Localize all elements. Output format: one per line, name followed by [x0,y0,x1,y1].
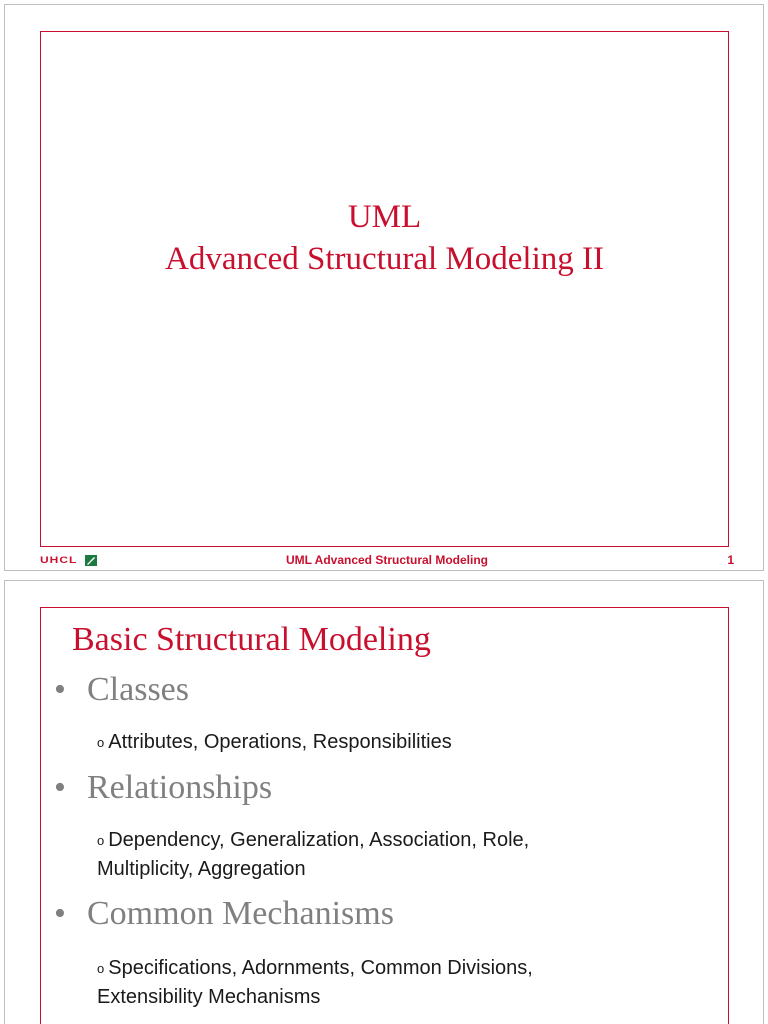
sub-bullet-text-line-2: Multiplicity, Aggregation [97,858,306,880]
page-number: 1 [727,553,734,567]
sub-bullet-marker: o [97,833,105,848]
slide-2-title: Basic Structural Modeling [72,621,431,658]
sub-bullet-relationships [97,826,529,883]
bullet-label: Common Mechanisms [87,895,394,932]
bullet-common-mechanisms [54,893,394,935]
sub-bullet-common-mechanisms [97,954,533,1011]
title-line-2: Advanced Structural Modeling II [165,241,604,277]
sub-bullet-text-line-2: Extensibility Mechanisms [97,986,321,1008]
sub-bullet-text-line-1: Specifications, Adornments, Common Divisions, [108,957,533,979]
sub-bullet-text-line-1: Dependency, Generalization, Association, Role, [108,829,530,851]
slide-1-footer [40,551,734,569]
sub-bullet-marker: o [97,735,105,750]
slide-1-title-border [40,31,729,547]
bullet-label: Relationships [87,769,273,806]
uhcl-logo-text: UHCL [40,554,78,566]
bullet-marker: • [54,769,66,806]
footer-title: UML Advanced Structural Modeling [285,553,489,567]
sub-bullet-classes [97,728,452,757]
bullet-marker: • [54,895,66,932]
title-line-1: UML [347,199,422,235]
bullet-relationships [54,767,272,809]
slide-1-title [40,196,729,280]
sub-bullet-text: Attributes, Operations, Responsibilities [108,731,452,753]
bullet-label: Classes [87,671,189,708]
sub-bullet-marker: o [97,961,105,976]
bullet-marker: • [54,671,66,708]
bullet-classes [54,669,189,711]
